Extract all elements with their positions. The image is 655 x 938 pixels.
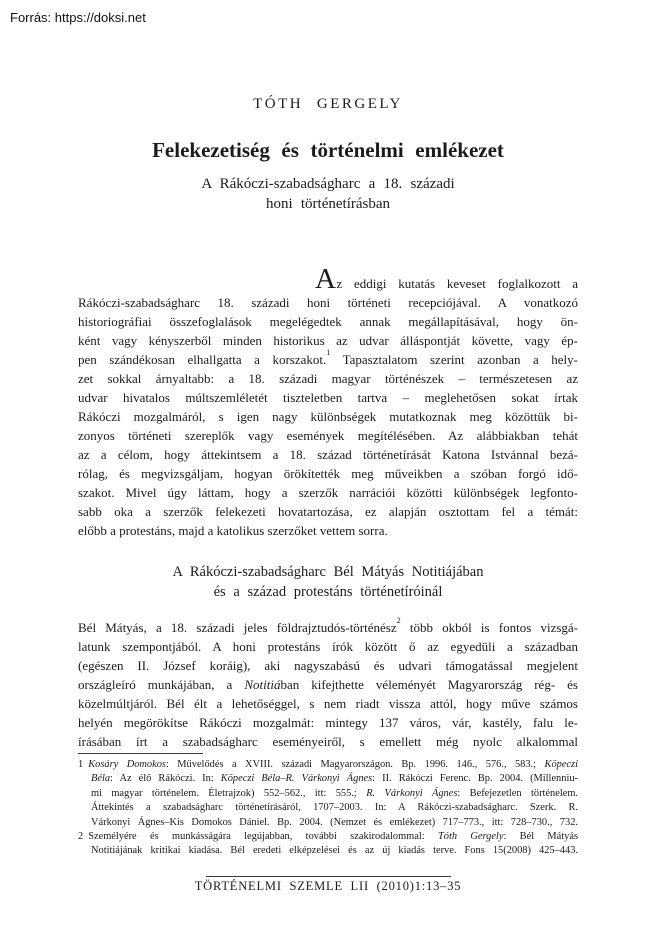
- article-title: Felekezetiség és történelmi emlékezet: [152, 138, 504, 162]
- section-heading: A Rákóczi-szabadságharc Bél Mátyás Notitiájában és a század protestáns történetíróinál: [172, 564, 484, 600]
- footnote-1: [78, 758, 578, 830]
- article-content: [78, 0, 578, 894]
- journal-citation: TÖRTÉNELMI SZEMLE LII (2010)1:13–35: [194, 878, 462, 893]
- footnote-1-number: 1: [78, 759, 84, 770]
- paragraph-intro-justified-lines: Az eddigi kutatás keveset foglalkozott a Rákóczi-szabadságharc 18. századi honi történeti recepciójával. A vonatkozó historiográfiai összefoglalások megelégedtek annak megállapításával, hogy ön- ként vagy kényszerből minden historikus az udvar álláspontját követte, vagy ép- pen szándékosan elhallgatta a korszakot.$^1$ Tapasztalatom szerint azonban a hely- zet sokkal árnyaltabb: a 18. századi magyar történészek – természetesen az udvar hivatalos múltszemléletét tiszteletben tartva – meglehetősen sokat írtak Rákóczi mozgalmáról, s igen nagy különbségek mutatkoznak meg közöttük bi- zonyos történeti szereplők vagy események megítélésében. Az alábbiakban tehát az a célom, hogy áttekintsem a 18. század történetírását Katona Istvánnal bezá- rólag, és megvizsgáljam, hogyan örökítették meg műveikben a szóban forgó idő- szakot. Mivel úgy láttam, hogy a szerzők narrációi közötti különbségek legfonto- sabb oka a szerzők felekezeti hovatartozása, ez alapján osztottam fel a témát:: [78, 263, 578, 519]
- article-subtitle: A Rákóczi-szabadságharc a 18. századi honi történetírásban: [201, 176, 455, 212]
- footnote-1-text: Kosáry Domokos: Művelődés a XVIII. századi Magyarországon. Bp. 1996. 146., 576., 583.; Köpeczi Béla: Az élő Rákóczi. In: Köpeczi Béla–R. Várkonyi Ágnes: II. Rákóczi Ferenc. Bp. 2004. (Millenniu- mi magyar történelem. Életrajzok) 552–562., itt: 555.; R. Várkonyi Ágnes: Befejezetlen történelem. Áttekintés a szabadságharc történetírásáról, 1707–2003. In: A Rákóczi-szabadságharc. Szerk. R. Várkonyi Ágnes–Kis Domokos Dániel. Bp. 2004. (Nemzet és emlékezet) 717–773., itt: 728–730., 732.: [88, 759, 579, 828]
- paragraph-bel-matyas-lines: Bél Mátyás, a 18. századi jeles földrajztudós-történész$^2$ több okból is fontos vizsgá- latunk szempontjából. A honi protestáns írók között ő az egyedüli a században (egészen II. József koráig), aki nagyszabású és udvari támogatással megjelent országleíró munkájában, a Notitiában kifejthette véleményét Magyarország rég- és közelmúltjáról. Bél élt a lehetőséggel, s nem riadt vissza attól, hogy műve számos helyén megörökítse Rákóczi mozgalmát: mintegy 137 város, vár, kastély, falu le- írásában írt a szabadságharc eseményeiről, s emellett még nyolc alkalommal: [78, 616, 579, 749]
- footnote-separator-rule: [78, 753, 203, 754]
- footnote-2-number: 2: [78, 831, 84, 843]
- author-name: TÓTH GERGELY: [253, 96, 403, 112]
- footnotes-section: [78, 758, 578, 859]
- paragraph-intro-last-line: előbb a protestáns, majd a katolikus szerzőket vettem sorra.: [78, 523, 388, 538]
- footnote-2: [78, 830, 578, 859]
- paragraph-intro: [78, 263, 578, 540]
- journal-footer: [78, 876, 578, 894]
- footer-rule: [206, 876, 451, 877]
- footnote-2-text: Személyére és munkásságára legújabban, további szakirodalommal: Tóth Gergely: Bél Mátyás Notitiájának kritikai kiadása. Bél eredeti elképzelései és az új kiadás terve. Fons 15(2008) 425–443.: [88, 831, 579, 857]
- source-url: Forrás: https://doksi.net: [10, 10, 146, 25]
- paragraph-bel-matyas: [78, 618, 578, 751]
